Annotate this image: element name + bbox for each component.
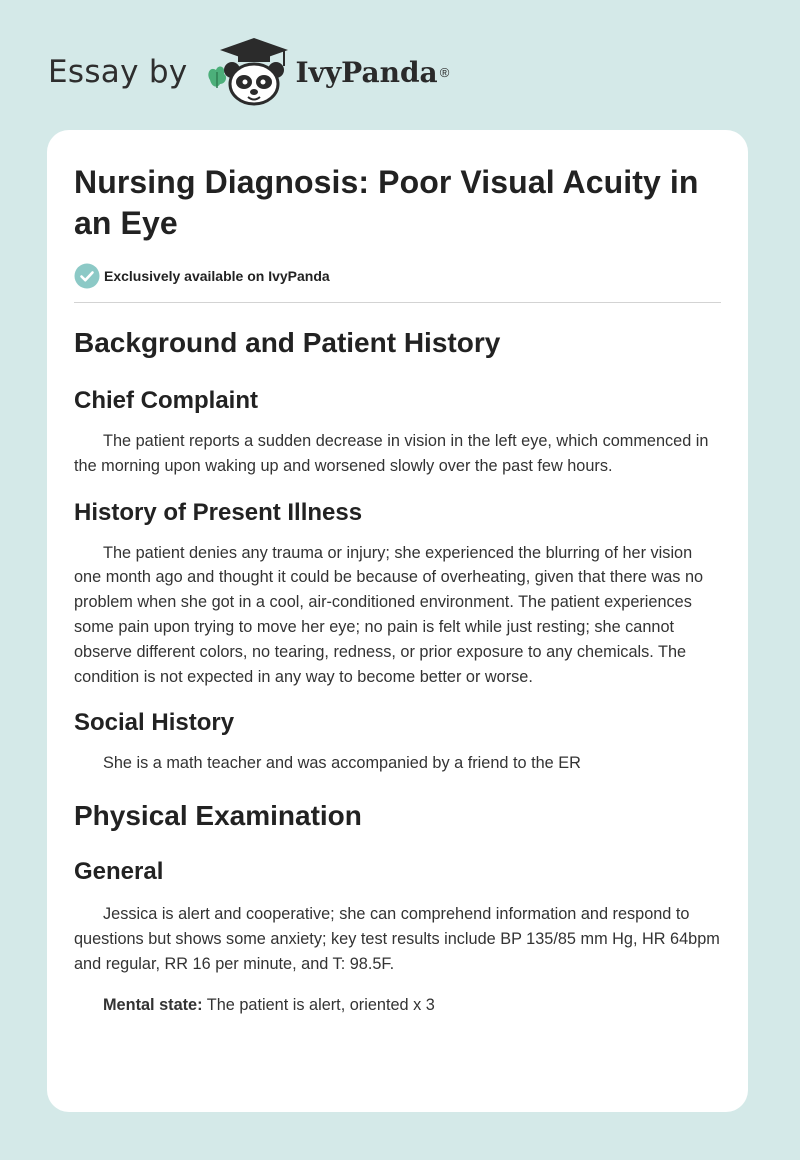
page-title: Nursing Diagnosis: Poor Visual Acuity in an Eye — [74, 164, 699, 241]
section-heading-physical-exam: Physical Examination — [74, 800, 362, 832]
subheading-general: General — [74, 858, 164, 886]
mental-state-label: Mental state: — [103, 995, 203, 1014]
subheading-chief-complaint: Chief Complaint — [74, 387, 258, 414]
essay-card — [47, 130, 748, 1112]
exclusive-badge — [74, 262, 721, 290]
social-history-text: She is a math teacher and was accompanied by a friend to the ER — [103, 754, 581, 773]
subheading-social-history: Social History — [74, 709, 235, 737]
exclusive-label: Exclusively available on IvyPanda — [104, 268, 330, 284]
brand-header — [48, 36, 449, 108]
registered-mark: ® — [439, 64, 450, 80]
subheading-present-illness: History of Present Illness — [74, 498, 363, 526]
brand-name: IvyPanda — [295, 55, 438, 89]
present-illness-text: The patient denies any trauma or injury; she experienced the blurring of her vision one month ago and thought it could be because of overheating, given that there was no problem when she got in a cool, air-conditioned environment. The patient experiences some pain upon trying to move her eye; no pain is felt while just resting; she cannot observe different colors, no tearing, redness, or prior exposure to any chemicals. The condition is not expected in any way to become better or worse. — [74, 543, 704, 686]
graduation-panda-icon — [204, 36, 290, 108]
brand-prefix: Essay by — [48, 54, 188, 90]
general-text: Jessica is alert and cooperative; she can comprehend information and respond to questions but shows some anxiety; key test results include BP 135/85 mm Hg, HR 64bpm and regular, RR 16 per minute, and T: 98.5F. — [74, 905, 720, 973]
chief-complaint-text: The patient reports a sudden decrease in vision in the left eye, which commenced in the morning upon waking up and worsened slowly over the past few hours. — [74, 432, 709, 475]
mental-state-text: The patient is alert, oriented x 3 — [202, 995, 435, 1014]
check-badge-icon — [74, 263, 100, 289]
divider — [74, 302, 721, 303]
mental-state-paragraph — [74, 993, 721, 1018]
section-heading-background: Background and Patient History — [74, 327, 501, 358]
